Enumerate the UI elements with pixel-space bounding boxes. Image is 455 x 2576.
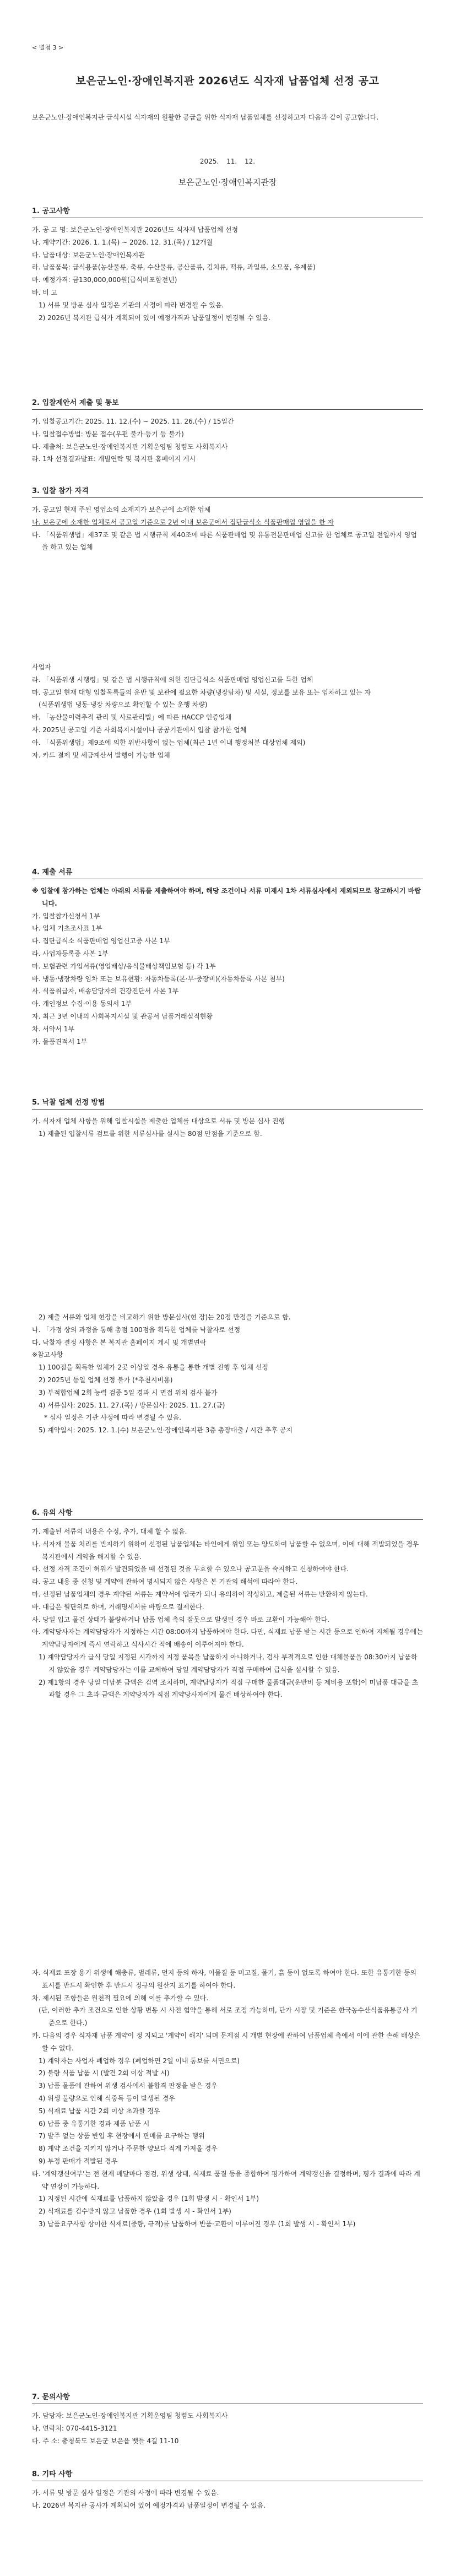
list-item: 3) 납품 물품에 관하여 위생 검사에서 불합격 판정을 받은 경우: [39, 2082, 218, 2090]
list-item: 라. 공고 내용 중 신청 및 계약에 관하여 명시되지 않은 사항은 본 기관의 해석에 따라야 한다.: [32, 1578, 298, 1586]
list-item: 자. 식재료 포장 용기 위생에 해충류, 벌레류, 먼지 등의 하자, 이물질 등 미고질, 물기, 흙 등이 없도록 하여야 한다. 또한 유통기한 등의 표시를 반드시 확인한 후 반드시 정규의 원산지 표기를 하여야 한다.: [32, 1969, 417, 1989]
list-item: 4) 위생 불량으로 인해 식중독 등이 발생된 경우: [39, 2094, 175, 2102]
list-item: 나. 업체 기초조사표 1부: [32, 924, 102, 933]
list-item: 5) 계약일시: 2025. 12. 1.(수) 보은군노인·장애인복지관 3층 총장대출 / 시간 추후 공지: [39, 1426, 293, 1435]
section-precautions-cont: [32, 1967, 423, 2231]
list-item: 3) 납품요구사항 상이한 식재료(중량, 규격)를 납품하여 반품·교환이 이루어진 경우 (1회 발생 시 - 확인서 1부): [39, 2220, 356, 2228]
list-item: 4) 서류심사: 2025. 11. 27.(목) / 방문심사: 2025. 11. 27.(금): [39, 1401, 225, 1409]
contact-person: 가. 담당자: 보은군노인·장애인복지관 기획운영팀 청렴도 사회복지사: [32, 2412, 228, 2420]
list-item: 1) 100점을 획득한 업체가 2곳 이상일 경우 유통을 통한 개별 진행 후 업체 선정: [39, 1363, 269, 1372]
list-item: 가. 공고일 현재 주된 영업소의 소재지가 보은군에 소재한 업체: [32, 506, 211, 513]
list-item: 바. 비 고: [32, 288, 58, 296]
list-item: 1) 서류 및 방문 심사 일정은 기관의 사정에 따라 변경될 수 있음.: [39, 301, 224, 309]
list-item: 가. 제출된 서류의 내용은 수정, 추가, 대체 할 수 없음.: [32, 1528, 187, 1535]
list-item: 가. 공 고 명: 보은군노인·장애인복지관 2026년도 식자재 납품업체 선정: [32, 226, 239, 234]
list-item: 아. 계약당사자는 계약담당자가 지정하는 시간 08:00까지 납품하여야 한다. 다만, 식재료 납품 받는 시간 등으로 인하여 지체될 경우에는 계약담당자에게 즉시 연락하고 식사시간 적에 배송이 이루어져야 한다.: [32, 1628, 423, 1649]
list-item: 바. 대급은 월단위로 하며, 거래명세서를 바탕으로 결제한다.: [32, 1603, 204, 1611]
list-item: 8) 계약 조건을 지키지 않거나 주문한 양보다 적게 가져올 경우: [39, 2145, 218, 2153]
section-selection: [32, 1096, 423, 1140]
attachment-label: < 별첨 3 >: [32, 44, 64, 51]
list-item: 2) 2026년 복지관 급식가 계획되어 있어 예정가격과 납품일정이 변경될 수 있음.: [39, 313, 270, 322]
list-item: 마. 선정된 납품업체의 경우 계약된 서류는 계약서에 입국가 되니 유의하여 작성하고, 제출된 서류는 반환하지 않는다.: [32, 1590, 368, 1598]
section-eligibility: [32, 485, 423, 554]
issuing-organization: 보은군노인·장애인복지관장: [178, 177, 277, 187]
list-item: 3) 부적합업체 2회 능력 검증 5일 경과 시 면접 위치 검사 불가: [39, 1388, 218, 1397]
list-item: 다. 집단급식소 식품판매업 영업신고증 사본 1부: [32, 937, 170, 945]
list-item: 다. 제출처: 보은군노인·장애인복지관 기획운영팀 청렴도 사회복지사: [32, 442, 228, 451]
list-item: 6) 납품 중 유통기한 경과 제품 납품 시: [39, 2119, 150, 2128]
notice-date: 2025. 11. 12.: [199, 158, 256, 165]
list-item: 다. 선정 자격 조건이 허위가 발견되었을 때 선정된 것을 무효할 수 있으나 공고문을 숙지하고 신청하여야 한다.: [32, 1565, 349, 1573]
list-item: 가. 서류 및 방문 심사 일정은 기관의 사정에 따라 변경될 수 있음.: [32, 2489, 219, 2497]
list-item: 라. 사업자등록증 사본 1부: [32, 949, 109, 957]
list-item: 나. 계약기간: 2026. 1. 1.(목) ~ 2026. 12. 31.(목) / 12개월: [32, 238, 213, 246]
list-item: 카. 다음의 경우 식자재 납품 계약이 정 지되고 '계약이 해지' 되며 문제점 시 개별 현장에 관하여 납품업체 측에서 이에 관한 손해 배상은 할 수 없다.: [32, 2031, 420, 2052]
list-item: 1) 계약담당자가 급식 당일 지정된 시각까지 지정 품목을 납품하지 아니하거나, 검사 부적격으로 인한 대체물품을 08:30까지 납품하지 않았을 경우 계약담당자는 이를 교체하여 당일 계약담당자가 직접 구매하여 급식을 실시할 수 있음.: [39, 1653, 418, 1674]
list-item: 2) 2025년 등일 업체 선정 불가 (*추천시비용): [39, 1376, 173, 1384]
list-item: 2) 식재료를 검수받지 않고 납품한 경우 (1회 발생 시 - 확인서 1부): [39, 2207, 231, 2216]
reference-title: ※참고사항: [32, 1351, 63, 1359]
page-title: 보은군노인·장애인복지관 2026년도 식자재 납품업체 선정 공고: [75, 75, 380, 87]
section-announcement: [32, 205, 423, 324]
list-item: 라. 납품품목: 급식용품(농산물류, 축류, 수산물류, 공산품류, 김치류, 떡류, 과일류, 소모품, 유제품): [32, 263, 316, 272]
list-item: 마. 예정가격: 금130,000,000원(급식비포함전년): [32, 276, 177, 284]
list-item: 카. 물품견적서 1부: [32, 1037, 88, 1046]
list-item: 아. 「식품위생법」제9조에 의한 위반사항이 없는 업체(최근 1년 이내 행정처분 대상업체 제외): [32, 738, 306, 746]
list-item: 다. 납품대상: 보은군노인·장애인복지관: [32, 251, 145, 259]
list-item: 타. '계약갱신여부'는 전 현재 매달마다 점검, 위생 상태, 식재료 품질 등을 종합하여 평가하여 계약갱신을 결정하며, 평가 결과에 따라 계약 연장이 가능하다.: [32, 2169, 420, 2190]
list-item: 마. 공고일 현재 대형 입찰목록들의 운반 및 보관에 필요한 차량(냉장탑차) 및 시설, 정보를 보유 또는 임차하고 있는 자: [32, 688, 371, 696]
list-item: 바. 「농산물이력추적 관리 및 사료관리법」에 따른 HACCP 인증업체: [32, 713, 232, 722]
list-item: * 심사 일정은 기관 사정에 따라 변경될 수 있음.: [44, 1414, 181, 1422]
section-other: [32, 2468, 423, 2512]
list-item: 나. 보은군에 소재한 업체로서 공고일 기준으로 2년 이내 보은군에서 집단급식소 식품판매업 영업을 한 자: [32, 518, 334, 526]
list-item: 나. 식자재 물품 처리를 빈지하기 위하여 선정된 납품업체는 타인에게 위임 또는 양도하여 납품할 수 없으며, 이에 대해 적발되었을 경우 복지관에서 계약을 해지할 수 있음.: [32, 1540, 419, 1561]
section-selection-cont: [32, 1311, 423, 1437]
list-item: 2) 제1항의 경우 당일 미납분 금액은 검역 조치하며, 계약담당자가 직접 구매한 물품대금(운반비 등 제비용 포함)이 미납품 대금을 초과할 경우 그 초과 금액은 계약당자가 직접 계약당사자에게 물건 배상하여야 한다.: [39, 1678, 419, 1699]
list-item: 가. 입찰공고기간: 2025. 11. 12.(수) ~ 2025. 11. 26.(수) / 15일간: [32, 418, 234, 425]
list-item: 가. 입찰참가신청서 1부: [32, 912, 100, 920]
list-item: (단, 이러한 추가 조건으로 인한 상황 변동 시 사전 협약을 통해 서로 조정 가능하며, 단가 시장 및 기준은 한국농수산식품유통공사 기준으로 한다.): [39, 2006, 418, 2027]
list-item: 1) 계약자는 사업자 폐업하 경우 (폐업하면 2일 이내 통보를 서면으로): [39, 2057, 240, 2065]
section-precautions: [32, 1507, 423, 1701]
section-heading: 7. 문의사항: [32, 2391, 423, 2404]
section-heading: 3. 입찰 참가 자격: [32, 485, 423, 498]
list-item: 차. 제시된 조항들은 원천적 필요에 의해 이를 추가할 수 있다.: [32, 1994, 209, 2002]
section-contact: [32, 2391, 423, 2447]
section-heading: 6. 유의 사항: [32, 1507, 423, 1520]
section-heading: 2. 입찰제안서 제출 및 통보: [32, 397, 423, 410]
list-item: 다. 낙찰자 결정 사항은 본 복지관 홈페이지 게시 및 개별연락: [32, 1338, 207, 1346]
list-item: 차. 서약서 1부: [32, 1025, 75, 1033]
section-heading: 8. 기타 사항: [32, 2468, 423, 2481]
list-item: 사. 식품취급자, 배송담당자의 건강진단서 사본 1부: [32, 987, 179, 995]
contact-phone: 나. 연락처: 070-4415-3121: [32, 2424, 117, 2432]
section-heading: 4. 제출 서류: [32, 866, 423, 879]
list-item: 나. 「가정 상의 과정을 통해 총점 100점을 획득한 업체를 낙찰자로 선정: [32, 1325, 241, 1334]
list-item: (식품위생법 냉동·냉장 차량으로 확인할 수 있는 운행 차량): [39, 701, 208, 709]
section-submission: [32, 397, 423, 466]
list-item: 마. 보험관련 가입서류(영업배상/음식물배상책임보험 등) 각 1부: [32, 962, 216, 970]
list-item: 자. 카드 결제 및 세금계산서 발행이 가능한 업체: [32, 751, 170, 759]
intro-paragraph: 보은군노인·장애인복지관 급식시설 식자재의 원활한 공급을 위한 식자재 납품업체를 선정하고자 다음과 같이 공고합니다.: [32, 113, 379, 121]
list-item: 가. 식자재 업체 사항을 위해 입찰시설을 제출한 업체를 대상으로 서류 및 방문 심사 진행: [32, 1117, 285, 1125]
list-item: 다. 「식품위생법」제37조 및 같은 법 시행규칙 제40조에 따른 식품판매업 및 유통전문판매업 신고를 한 업체로 공고일 전일까지 영업을 하고 있는 업체: [32, 531, 417, 551]
section-heading: 5. 낙찰 업체 선정 방법: [32, 1096, 423, 1110]
list-item: 9) 부정 판매가 적발된 경우: [39, 2157, 118, 2165]
notice-note: ※ 입찰에 참가하는 업체는 아래의 서류를 제출하여야 하며, 해당 조건이나 서류 미제시 1차 서류심사에서 제외되므로 참고하시기 바랍니다.: [32, 887, 421, 907]
list-item: 7) 발주 없는 상품 반입 후 현장에서 판매를 요구하는 행위: [39, 2132, 205, 2140]
list-item: 1) 제출된 입찰서류 검토를 위한 서류심사를 실시는 80점 만점을 기준으로 함.: [39, 1129, 262, 1138]
section-documents: [32, 866, 423, 1048]
contact-address: 다. 주 소: 충청북도 보은군 보은읍 뱃들 4길 11-10: [32, 2437, 179, 2445]
list-item: 나. 입찰접수방법: 방문 접수(우편 불가·등기 등 불가): [32, 430, 184, 438]
section-heading: 1. 공고사항: [32, 205, 423, 218]
list-item: 5) 식재료 납품 시간 2회 이상 초과할 경우: [39, 2107, 160, 2115]
list-item: 사업자: [32, 663, 51, 671]
list-item: 라. 「식품위생 시행령」및 같은 법 시행규칙에 의한 집단급식소 식품판매업 영업신고를 득한 업체: [32, 675, 313, 684]
list-item: 1) 지정된 시간에 식재료를 납품하지 않았을 경우 (1회 발생 시 - 확인서 1부): [39, 2195, 259, 2203]
list-item: 사. 2025년 공고일 기준 사회복지시설이나 공공기관에서 입찰 참가한 업체: [32, 726, 247, 734]
list-item: 바. 냉동·냉장차량 임차 또는 보유현황: 자동차등록(본·부·중장비)(자동차등록 사본 첨부): [32, 975, 285, 983]
section-eligibility-cont: [32, 661, 423, 761]
list-item: 자. 최근 3년 이내의 사회복지시설 및 관공서 납품거래실적현황: [32, 1012, 213, 1020]
list-item: 2) 제출 서류와 업체 현장을 비교하기 위한 방문심사(현 장)는 20점 만점을 기준으로 함.: [39, 1313, 291, 1321]
list-item: 라. 1차 선정결과발표: 개별연락 및 복지관 홈페이지 게시: [32, 455, 196, 463]
list-item: 2) 불량 식품 납품 시 (발견 2회 이상 적발 시): [39, 2069, 170, 2077]
list-item: 사. 당일 입고 물건 상태가 불량하거나 납품 업체 측의 잘못으로 발생된 경우 바로 교환이 가능해야 한다.: [32, 1615, 330, 1623]
list-item: 아. 개인정보 수집·이용 동의서 1부: [32, 1000, 132, 1008]
list-item: 나. 2026년 복지관 공사가 계획되어 있어 예정가격과 납품일정이 변경될 수 있음.: [32, 2501, 266, 2509]
